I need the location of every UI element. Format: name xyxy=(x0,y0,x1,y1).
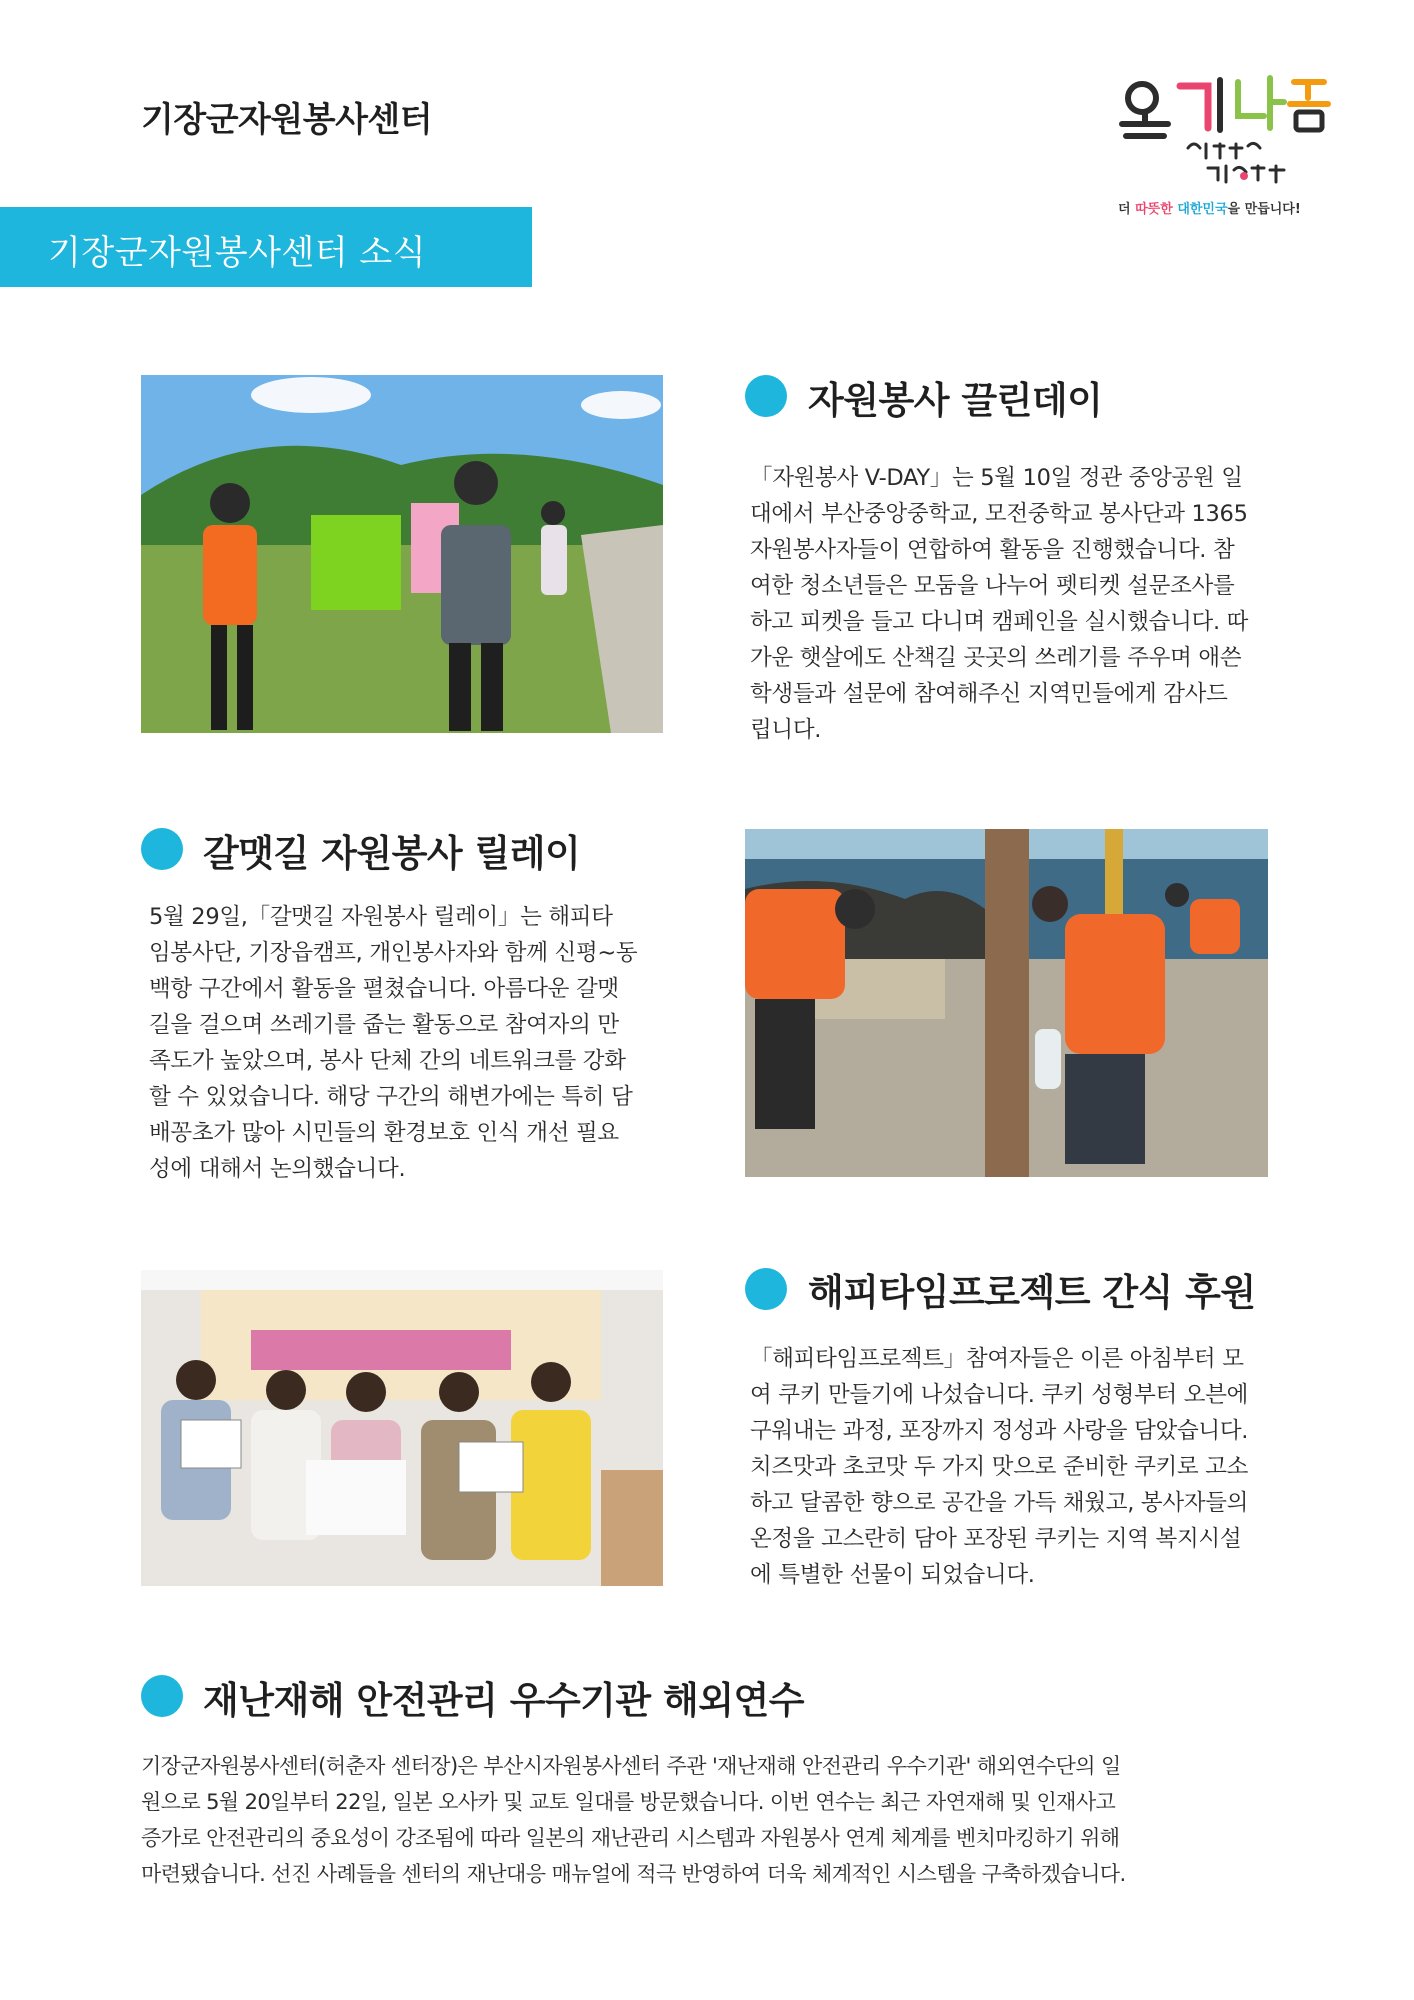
body-line: 성에 대해서 논의했습니다. xyxy=(149,1156,406,1182)
body-line: 백항 구간에서 활동을 펼쳤습니다. 아름다운 갈맷 xyxy=(149,976,619,1002)
body-line: 구워내는 과정, 포장까지 정성과 사랑을 담았습니다. xyxy=(750,1418,1249,1444)
body-line: 「해피타임프로젝트」참여자들은 이른 아침부터 모 xyxy=(750,1346,1244,1372)
body-line: 대에서 부산중앙중학교, 모전중학교 봉사단과 1365 xyxy=(750,501,1248,527)
body-line: 기장군자원봉사센터(허춘자 센터장)은 부산시자원봉사센터 주관 '재난재해 안전관리 우수기관' 해외연수단의 일 xyxy=(141,1754,1121,1778)
body-line: 임봉사단, 기장읍캠프, 개인봉사자와 함께 신평~동 xyxy=(149,940,638,966)
body-line: 자원봉사자들이 연합하여 활동을 진행했습니다. 참 xyxy=(750,537,1235,563)
section-title-vday: 자원봉사 끌린데이 xyxy=(808,379,1103,422)
body-line: 온정을 고스란히 담아 포장된 쿠키는 지역 복지시설 xyxy=(750,1526,1242,1552)
organization-name: 기장군자원봉사센터 xyxy=(141,100,433,140)
banner-title: 기장군자원봉사센터 소식 xyxy=(48,233,427,273)
section-bullet-icon xyxy=(141,1675,183,1717)
body-line: 학생들과 설문에 참여해주신 지역민들에게 감사드 xyxy=(750,681,1228,707)
body-line: 치즈맛과 초코맛 두 가지 맛으로 준비한 쿠키로 고소 xyxy=(750,1454,1249,1480)
section-body-happytime xyxy=(750,1341,1290,1593)
body-line: 배꽁초가 많아 시민들의 환경보호 인식 개선 필요 xyxy=(149,1120,619,1146)
body-line: 하고 피켓을 들고 다니며 캠페인을 실시했습니다. 따 xyxy=(750,609,1249,635)
body-line: 할 수 있었습니다. 해당 구간의 해변가에는 특히 담 xyxy=(149,1084,633,1110)
body-line: 길을 걸으며 쓰레기를 줍는 활동으로 참여자의 만 xyxy=(149,1012,619,1038)
body-line: 「자원봉사 V-DAY」는 5월 10일 정관 중앙공원 일 xyxy=(750,465,1243,491)
section-bullet-icon xyxy=(745,1268,787,1310)
section-body-galmaetgil xyxy=(149,899,679,1187)
photo-beach-cleanup xyxy=(745,829,1268,1177)
body-line: 가운 햇살에도 산책길 곳곳의 쓰레기를 주우며 애쓴 xyxy=(750,645,1242,671)
section-body-overseas-training xyxy=(141,1748,1281,1892)
body-line: 여 쿠키 만들기에 나섰습니다. 쿠키 성형부터 오븐에 xyxy=(750,1382,1249,1408)
section-title-overseas-training: 재난재해 안전관리 우수기관 해외연수 xyxy=(203,1679,805,1722)
news-banner xyxy=(0,207,532,287)
section-bullet-icon xyxy=(745,375,787,417)
logo-slogan: 더 따뜻한 대한민국을 만듭니다! xyxy=(1118,202,1301,217)
body-line: 에 특별한 선물이 되었습니다. xyxy=(750,1562,1035,1588)
body-line: 립니다. xyxy=(750,717,822,743)
body-line: 원으로 5월 20일부터 22일, 일본 오사카 및 교토 일대를 방문했습니다. 이번 연수는 최근 자연재해 및 인재사고 xyxy=(141,1790,1116,1814)
body-line: 하고 달콤한 향으로 공간을 가득 채웠고, 봉사자들의 xyxy=(750,1490,1249,1516)
photo-vday-campaign xyxy=(141,375,663,733)
body-line: 5월 29일,「갈맷길 자원봉사 릴레이」는 해피타 xyxy=(149,904,613,930)
body-line: 여한 청소년들은 모둠을 나누어 펫티켓 설문조사를 xyxy=(750,573,1235,599)
logo-wordmark-graphic xyxy=(1108,68,1338,193)
body-line: 마련됐습니다. 선진 사례들을 센터의 재난대응 매뉴얼에 적극 반영하여 더욱 체계적인 시스템을 구축하겠습니다. xyxy=(141,1862,1126,1886)
section-body-vday xyxy=(750,460,1290,748)
section-title-galmaetgil: 갈맷길 자원봉사 릴레이 xyxy=(203,832,581,875)
photo-happytime-project xyxy=(141,1270,663,1586)
body-line: 증가로 안전관리의 중요성이 강조됨에 따라 일본의 재난관리 시스템과 자원봉사 연계 체계를 벤치마킹하기 위해 xyxy=(141,1826,1120,1850)
section-bullet-icon xyxy=(141,828,183,870)
section-title-happytime: 해피타임프로젝트 간식 후원 xyxy=(808,1271,1256,1314)
body-line: 족도가 높았으며, 봉사 단체 간의 네트워크를 강화 xyxy=(149,1048,626,1074)
campaign-logo xyxy=(1108,68,1338,218)
